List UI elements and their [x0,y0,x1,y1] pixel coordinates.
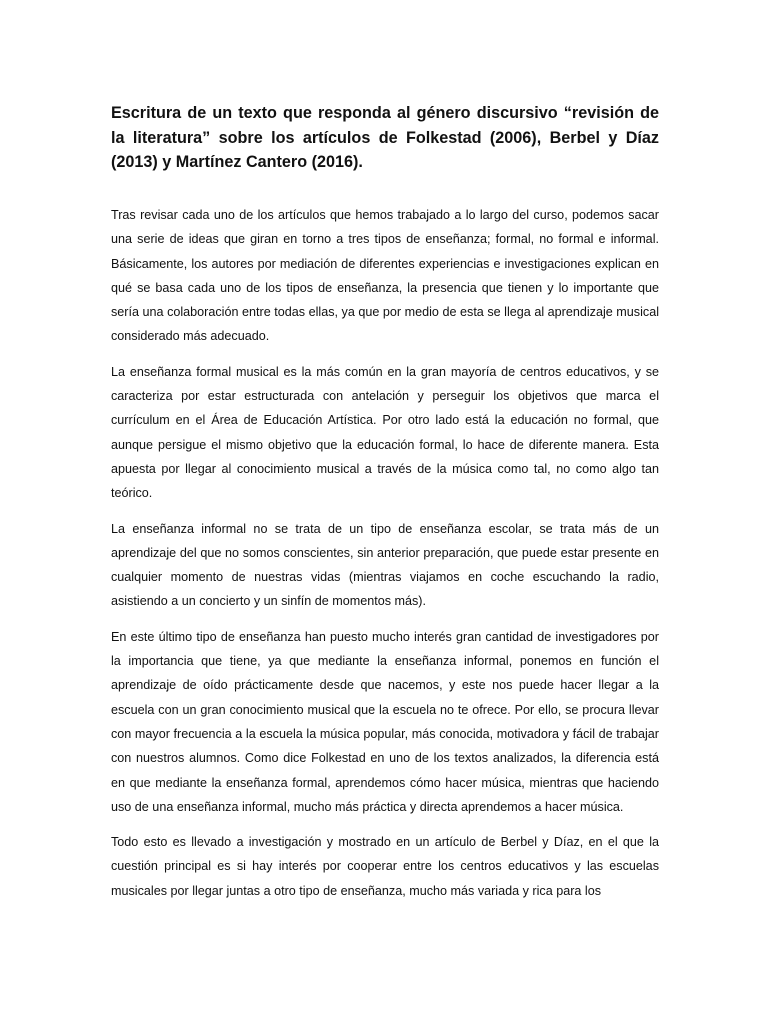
document-title: Escritura de un texto que responda al género discursivo “revisión de la literatura” sobre los artículos de Folkestad (2006), Berbel y Díaz (2013) y Martínez Cantero (2016). [111,104,659,171]
paragraph-3: La enseñanza informal no se trata de un tipo de enseñanza escolar, se trata más de un aprendizaje del que no somos conscientes, sin anterior preparación, que puede estar presente en cualquier momento de nuestras vidas (mientras viajamos en coche escuchando la radio, asistiendo a un concierto y un sinfín de momentos más). [111,521,659,609]
paragraph-5: Todo esto es llevado a investigación y mostrado en un artículo de Berbel y Díaz, en el que la cuestión principal es si hay interés por cooperar entre los centros educativos y las escuelas musicales por llegar juntas a otro tipo de enseñanza, mucho más variada y rica para los [111,835,659,898]
paragraph-1: Tras revisar cada uno de los artículos que hemos trabajado a lo largo del curso, podemos sacar una serie de ideas que giran en torno a tres tipos de enseñanza; formal, no formal e informal. Básicamente, los autores por mediación de diferentes experiencias e investigaciones explican en qué se basa cada uno de los tipos de enseñanza, la presencia que tienen y lo importante que sería una colaboración entre todas ellas, ya que por medio de esta se llega al aprendizaje musical considerado más adecuado. [111,208,659,344]
document-body [111,203,659,914]
paragraph-4: En este último tipo de enseñanza han puesto mucho interés gran cantidad de investigadores por la importancia que tiene, ya que mediante la enseñanza informal, ponemos en función el aprendizaje de oído prácticamente desde que nacemos, y este nos puede hacer llegar a la escuela con un gran conocimiento musical que la escuela no te ofrece. Por ello, se procura llevar con mayor frecuencia a la escuela la música popular, más conocida, motivadora y fácil de trabajar con nuestros alumnos. Como dice Folkestad en uno de los textos analizados, la diferencia está en que mediante la enseñanza formal, aprendemos cómo hacer música, mientras que haciendo uso de una enseñanza informal, mucho más práctica y directa aprendemos a hacer música. [111,629,659,814]
paragraph-2: La enseñanza formal musical es la más común en la gran mayoría de centros educativos, y se caracteriza por estar estructurada con antelación y perseguir los objetivos que marca el currículum en el Área de Educación Artística. Por otro lado está la educación no formal, que aunque persigue el mismo objetivo que la educación formal, lo hace de diferente manera. Esta apuesta por llegar al conocimiento musical a través de la música como tal, no como algo tan teórico. [111,364,659,501]
